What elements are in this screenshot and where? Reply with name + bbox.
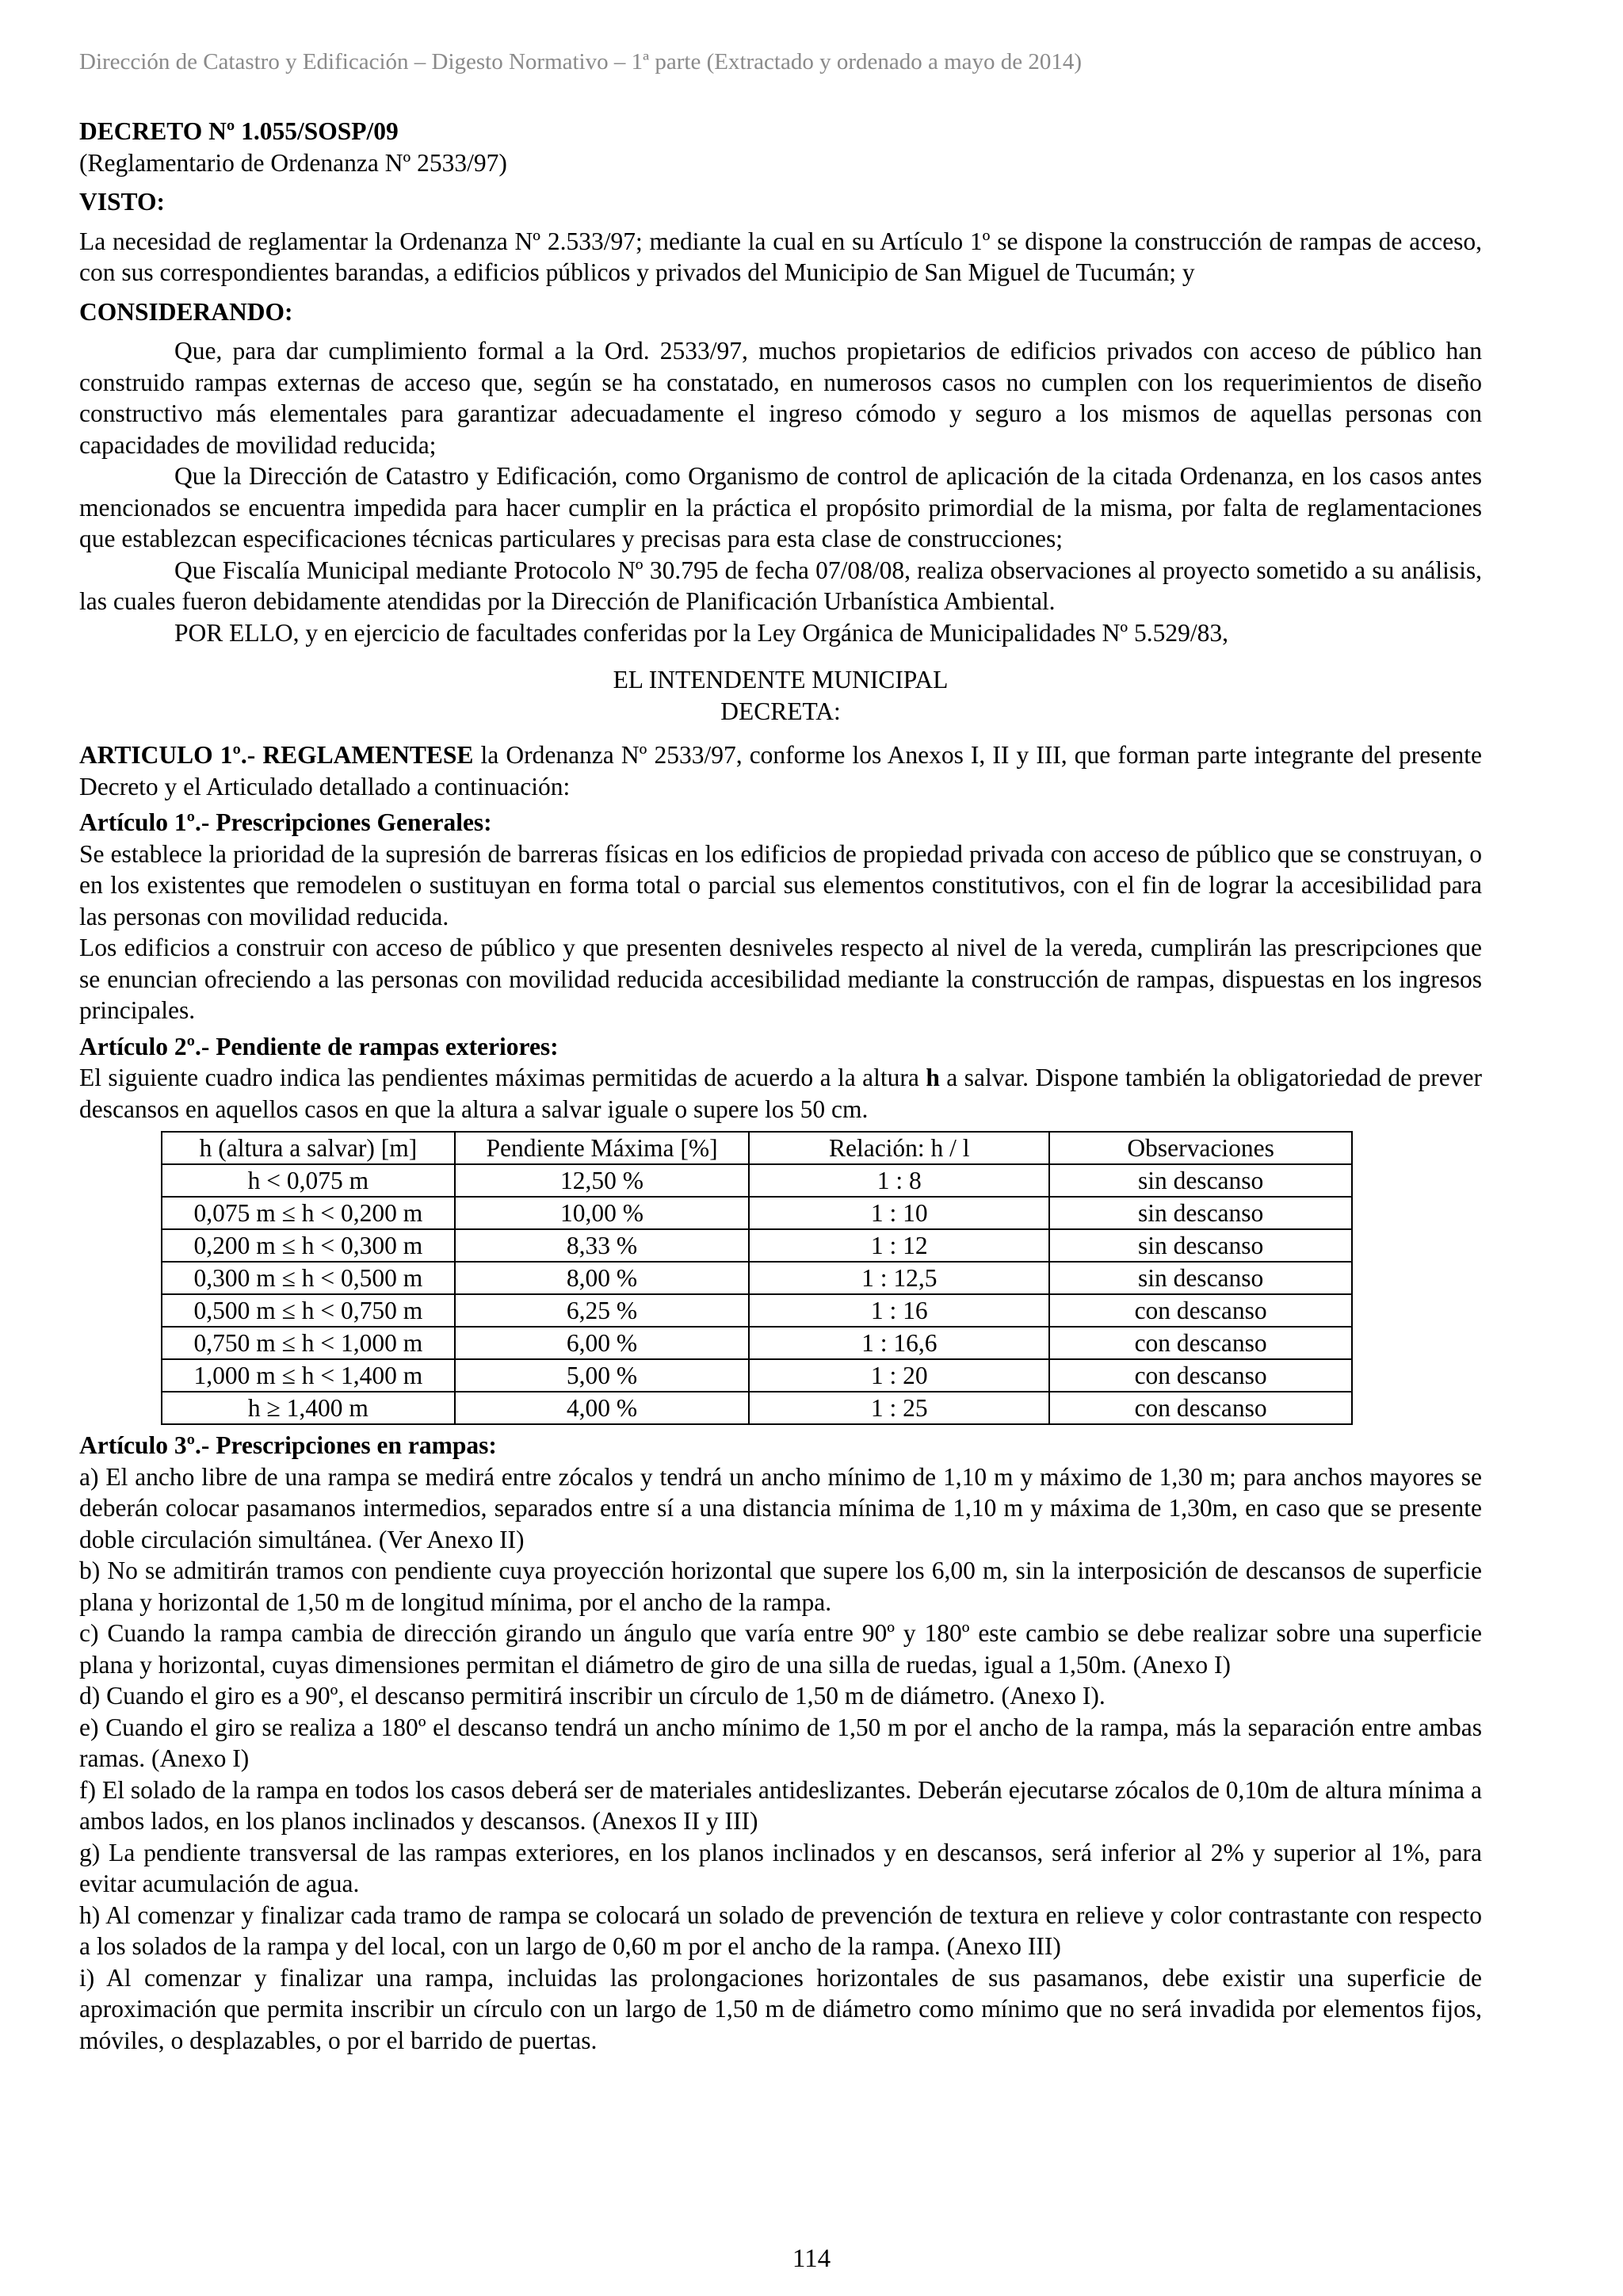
table-header-row [162, 1132, 1352, 1164]
table-row [162, 1359, 1352, 1392]
table-row [162, 1229, 1352, 1262]
visto-heading: VISTO: [79, 188, 165, 216]
considerando-paragraph: Que Fiscalía Municipal mediante Protocolo Nº 30.795 de fecha 07/08/08, realiza observaciones al proyecto sometido a su análisis, las cuales fueron debidamente atendidas por la Dirección de Planificación Urbanística Ambiental. [79, 556, 1482, 615]
articulo-1-main [79, 739, 1482, 802]
table-header-cell: h (altura a salvar) [m] [162, 1132, 455, 1164]
table-header-cell: Relación: h / l [749, 1132, 1049, 1164]
table-cell: 0,300 m ≤ h < 0,500 m [162, 1262, 455, 1294]
table-cell: 10,00 % [455, 1197, 749, 1229]
table-cell: con descanso [1049, 1327, 1352, 1359]
art3-item: c) Cuando la rampa cambia de dirección girando un ángulo que varía entre 90º y 180º este cambio se debe realizar sobre una superficie plana y horizontal, cuyas dimensiones permitan el diámetro de giro de una silla de ruedas, igual a 1,50m. (Anexo I) [79, 1619, 1482, 1679]
art3-item: d) Cuando el giro es a 90º, el descanso permitirá inscribir un círculo de 1,50 m de diámetro. (Anexo I). [79, 1682, 1106, 1710]
art3-heading: Artículo 3º.- Prescripciones en rampas: [79, 1431, 497, 1459]
table-cell: 1 : 25 [749, 1392, 1049, 1424]
table-cell: 6,00 % [455, 1327, 749, 1359]
table-header-cell: Pendiente Máxima [%] [455, 1132, 749, 1164]
considerando-paragraph: Que la Dirección de Catastro y Edificación, como Organismo de control de aplicación de la citada Ordenanza, en los casos antes mencionados se encuentra impedida para hacer cumplir en la práctica el propósito primordial de la misma, por falta de reglamentaciones que establezcan especificaciones técnicas particulares y precisas para esta clase de construcciones; [79, 462, 1482, 552]
decree-subtitle: (Reglamentario de Ordenanza Nº 2533/97) [79, 148, 507, 177]
art1-paragraph: Los edificios a construir con acceso de público y que presenten desniveles respecto al nivel de la vereda, cumplirán las prescripciones que se enuncian ofreciendo a las personas con movilidad reducida accesibilidad mediante la construcción de rampas, dispuestas en los ingresos principales. [79, 934, 1482, 1024]
table-cell: 1 : 20 [749, 1359, 1049, 1392]
art2-text-b: a salvar. Dispone también la obligatoriedad de prever descansos en aquellos casos en que la altura a salvar iguale o supere los 50 cm. [79, 1064, 1482, 1123]
slope-table [161, 1131, 1353, 1425]
art3-item: g) La pendiente transversal de las rampas exteriores, en los planos inclinados y en descansos, será inferior al 2% y superior al 1%, para evitar acumulación de agua. [79, 1838, 1482, 1897]
table-cell: 1 : 16,6 [749, 1327, 1049, 1359]
table-cell: sin descanso [1049, 1197, 1352, 1229]
art1-heading: Artículo 1º.- Prescripciones Generales: [79, 808, 492, 836]
table-cell: 0,200 m ≤ h < 0,300 m [162, 1229, 455, 1262]
document-body [79, 116, 1482, 2056]
art2-heading: Artículo 2º.- Pendiente de rampas exteriores: [79, 1032, 559, 1060]
table-row [162, 1197, 1352, 1229]
table-cell: 1,000 m ≤ h < 1,400 m [162, 1359, 455, 1392]
articulo-1-text: la Ordenanza Nº 2533/97, conforme los Anexos I, II y III, que forman parte integrante del presente Decreto y el Articulado detallado a continuación: [79, 741, 1482, 800]
art2-paragraph [79, 1062, 1482, 1125]
table-row [162, 1262, 1352, 1294]
table-cell: 4,00 % [455, 1392, 749, 1424]
considerando-heading: CONSIDERANDO: [79, 297, 293, 326]
decreta-heading: DECRETA: [720, 697, 841, 725]
art3-item: b) No se admitirán tramos con pendiente cuya proyección horizontal que supere los 6,00 m, sin la interposición de descansos de superficie plana y horizontal de 1,50 m de longitud mínima, por el ancho de la rampa. [79, 1557, 1482, 1616]
art3-item: h) Al comenzar y finalizar cada tramo de rampa se colocará un solado de prevención de textura en relieve y color contrastante con respecto a los solados de la rampa y del local, con un largo de 0,60 m por el ancho de la rampa. (Anexo III) [79, 1901, 1482, 1960]
art1-paragraph: Se establece la prioridad de la supresión de barreras físicas en los edificios de propiedad privada con acceso de público que se construyan, o en los existentes que remodelen o sustituyan en forma total o parcial sus elementos constitutivos, con el fin de lograr la accesibilidad para las personas con movilidad reducida. [79, 839, 1482, 930]
page-header: Dirección de Catastro y Edificación – Digesto Normativo – 1ª parte (Extractado y ordenado a mayo de 2014) [79, 49, 1083, 74]
table-header-cell: Observaciones [1049, 1132, 1352, 1164]
art3-item: f) El solado de la rampa en todos los casos deberá ser de materiales antideslizantes. Deberán ejecutarse zócalos de 0,10m de altura mínima a ambos lados, en los planos inclinados y descansos. (Anexos II y III) [79, 1775, 1482, 1835]
table-row [162, 1164, 1352, 1197]
table-cell: 1 : 10 [749, 1197, 1049, 1229]
table-cell: h ≥ 1,400 m [162, 1392, 455, 1424]
table-cell: 0,750 m ≤ h < 1,000 m [162, 1327, 455, 1359]
table-cell: 1 : 12 [749, 1229, 1049, 1262]
table-cell: sin descanso [1049, 1164, 1352, 1197]
table-cell: 5,00 % [455, 1359, 749, 1392]
considerando-paragraph: Que, para dar cumplimiento formal a la Ord. 2533/97, muchos propietarios de edificios privados con acceso de público han construido rampas externas de acceso que, según se ha constatado, en numerosos casos no cumplen con los requerimientos de diseño constructivo más elementales para garantizar adecuadamente el ingreso cómodo y seguro a los mismos de aquellas personas con capacidades de movilidad reducida; [79, 337, 1482, 459]
table-cell: sin descanso [1049, 1262, 1352, 1294]
table-cell: 1 : 12,5 [749, 1262, 1049, 1294]
table-row [162, 1294, 1352, 1327]
table-cell: 8,33 % [455, 1229, 749, 1262]
table-row [162, 1392, 1352, 1424]
table-cell: con descanso [1049, 1392, 1352, 1424]
page-number: 114 [792, 2244, 831, 2273]
table-cell: sin descanso [1049, 1229, 1352, 1262]
art3-item: i) Al comenzar y finalizar una rampa, incluidas las prolongaciones horizontales de sus pasamanos, debe existir una superficie de aproximación que permita inscribir un círculo con un largo de 1,50 m de diámetro como mínimo que no será invadida por elementos fijos, móviles, o desplazables, o por el barrido de puertas. [79, 1963, 1482, 2054]
art3-item: a) El ancho libre de una rampa se medirá entre zócalos y tendrá un ancho mínimo de 1,10 m y máximo de 1,30 m; para anchos mayores se deberán colocar pasamanos intermedios, separados entre sí a una distancia mínima de 1,10 m y máxima de 1,30m, en caso que se presente doble circulación simultánea. (Ver Anexo II) [79, 1462, 1482, 1553]
table-cell: 6,25 % [455, 1294, 749, 1327]
art2-text-a: El siguiente cuadro indica las pendientes máximas permitidas de acuerdo a la altura [79, 1064, 926, 1091]
table-cell: 12,50 % [455, 1164, 749, 1197]
table-cell: con descanso [1049, 1294, 1352, 1327]
table-cell: 0,500 m ≤ h < 0,750 m [162, 1294, 455, 1327]
art3-item: e) Cuando el giro se realiza a 180º el descanso tendrá un ancho mínimo de 1,50 m por el ancho de la rampa, más la separación entre ambas ramas. (Anexo I) [79, 1713, 1482, 1772]
art2-text-h: h [926, 1064, 940, 1091]
considerando-paragraph: POR ELLO, y en ejercicio de facultades conferidas por la Ley Orgánica de Municipalidades Nº 5.529/83, [174, 618, 1228, 647]
table-cell: 1 : 8 [749, 1164, 1049, 1197]
table-cell: 1 : 16 [749, 1294, 1049, 1327]
table-cell: h < 0,075 m [162, 1164, 455, 1197]
intendente-heading: EL INTENDENTE MUNICIPAL [613, 666, 949, 693]
table-cell: 8,00 % [455, 1262, 749, 1294]
table-row [162, 1327, 1352, 1359]
articulo-1-lead: ARTICULO 1º.- REGLAMENTESE [79, 741, 474, 769]
visto-text: La necesidad de reglamentar la Ordenanza Nº 2.533/97; mediante la cual en su Artículo 1º se dispone la construcción de rampas de acceso, con sus correspondientes barandas, a edificios públicos y privados del Municipio de San Miguel de Tucumán; y [79, 227, 1482, 286]
table-cell: 0,075 m ≤ h < 0,200 m [162, 1197, 455, 1229]
table-cell: con descanso [1049, 1359, 1352, 1392]
decree-title: DECRETO Nº 1.055/SOSP/09 [79, 117, 399, 145]
